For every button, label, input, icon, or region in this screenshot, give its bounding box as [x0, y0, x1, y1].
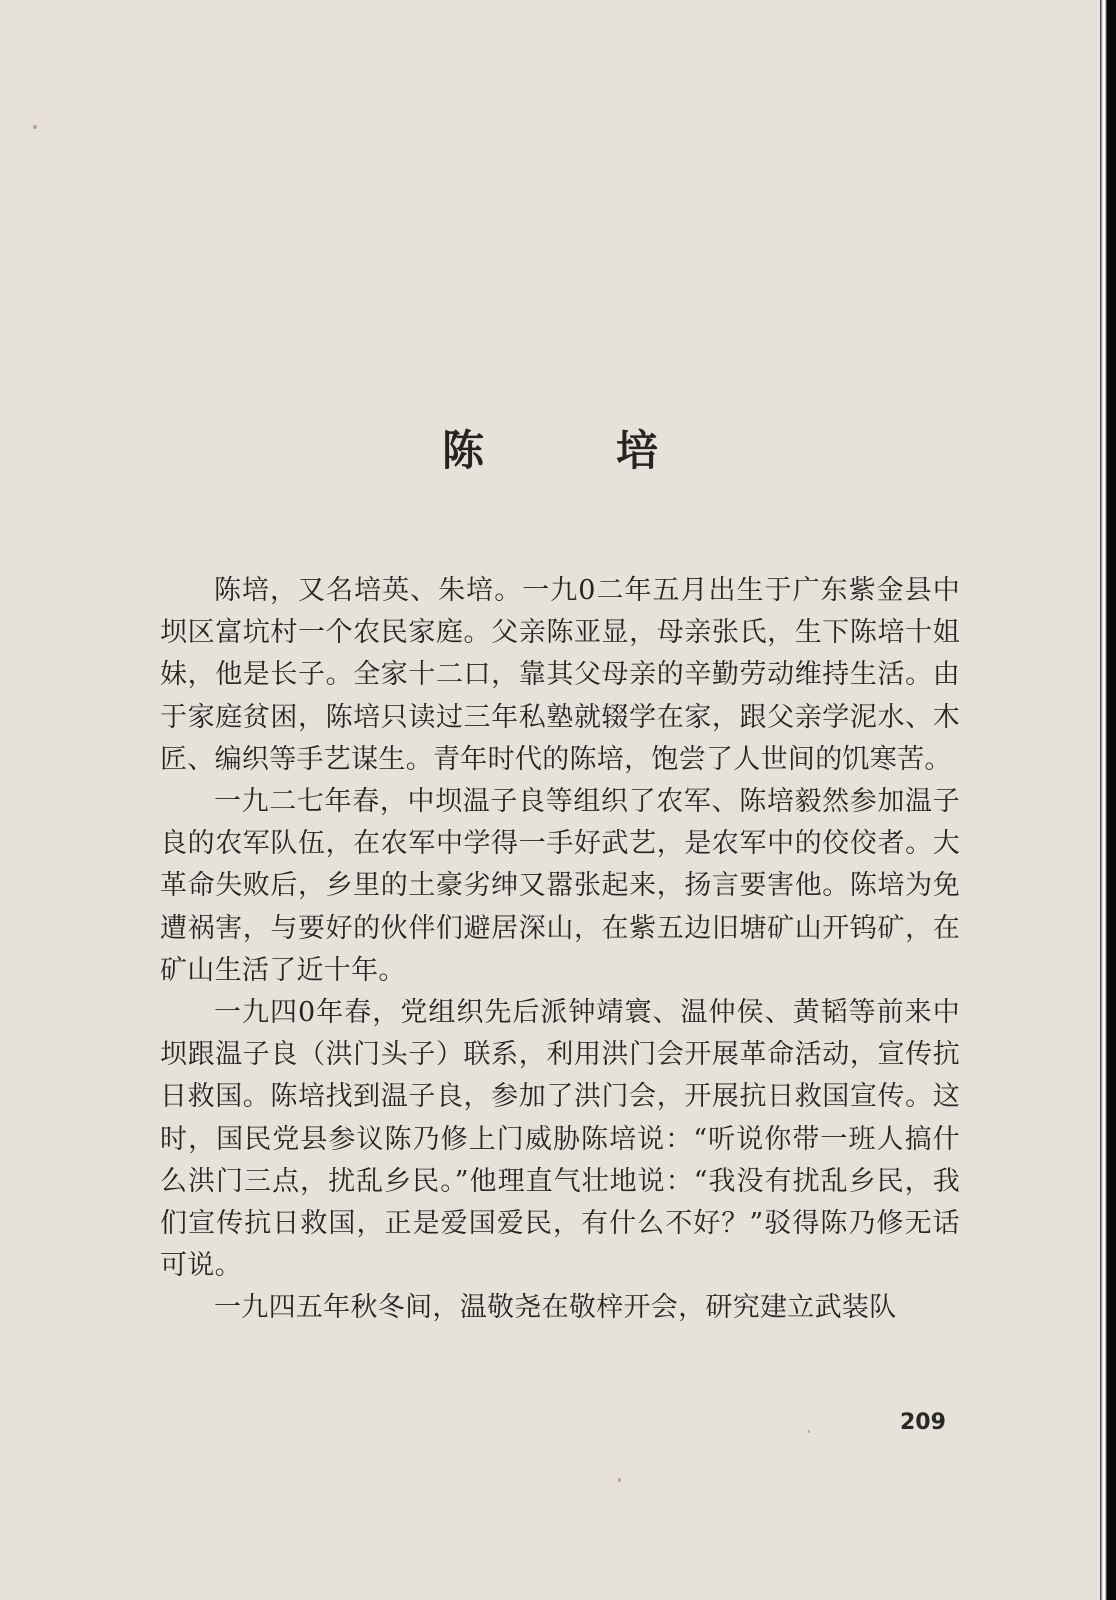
title-char: 培 — [616, 426, 659, 476]
title-char: 陈 — [441, 426, 484, 476]
body-text — [160, 570, 960, 1330]
paragraph: 一九四五年秋冬间，温敬尧在敬梓开会，研究建立武装队 — [214, 1292, 897, 1324]
paper-speck — [33, 125, 37, 129]
page-number: 209 — [900, 1410, 946, 1435]
paper-speck — [808, 1430, 810, 1433]
paragraph: 一九四0年春，党组织先后派钟靖寰、温仲侯、黄韬等前来中坝跟温子良（洪门头子）联系，利用洪门会开展革命活动，宣传抗日救国。陈培找到温子良，参加了洪门会，开展抗日救国宣传。这时，国民党县参议陈乃修上门威胁陈培说：“听说你带一班人搞什么洪门三点，扰乱乡民。”他理直气壮地说：“我没有扰乱乡民，我们宣传抗日救国，正是爱国爱民，有什么不好？”驳得陈乃修无话可说。 — [160, 997, 960, 1282]
paper-speck — [618, 1478, 621, 1482]
scan-edge — [1100, 0, 1116, 1600]
chapter-title — [0, 426, 1100, 476]
paragraph: 一九二七年春，中坝温子良等组织了农军、陈培毅然参加温子良的农军队伍，在农军中学得一手好武艺，是农军中的佼佼者。大革命失败后，乡里的土豪劣绅又嚣张起来，扬言要害他。陈培为免遭祸害，与要好的伙伴们避居深山，在紫五边旧塘矿山开钨矿，在矿山生活了近十年。 — [160, 786, 960, 986]
paragraph: 陈培，又名培英、朱培。一九0二年五月出生于广东紫金县中坝区富坑村一个农民家庭。父亲陈亚显，母亲张氏，生下陈培十姐妹，他是长子。全家十二口，靠其父母亲的辛勤劳动维持生活。由于家庭贫困，陈培只读过三年私塾就辍学在家，跟父亲学泥水、木匠、编织等手艺谋生。青年时代的陈培，饱尝了人世间的饥寒苦。 — [160, 575, 960, 775]
